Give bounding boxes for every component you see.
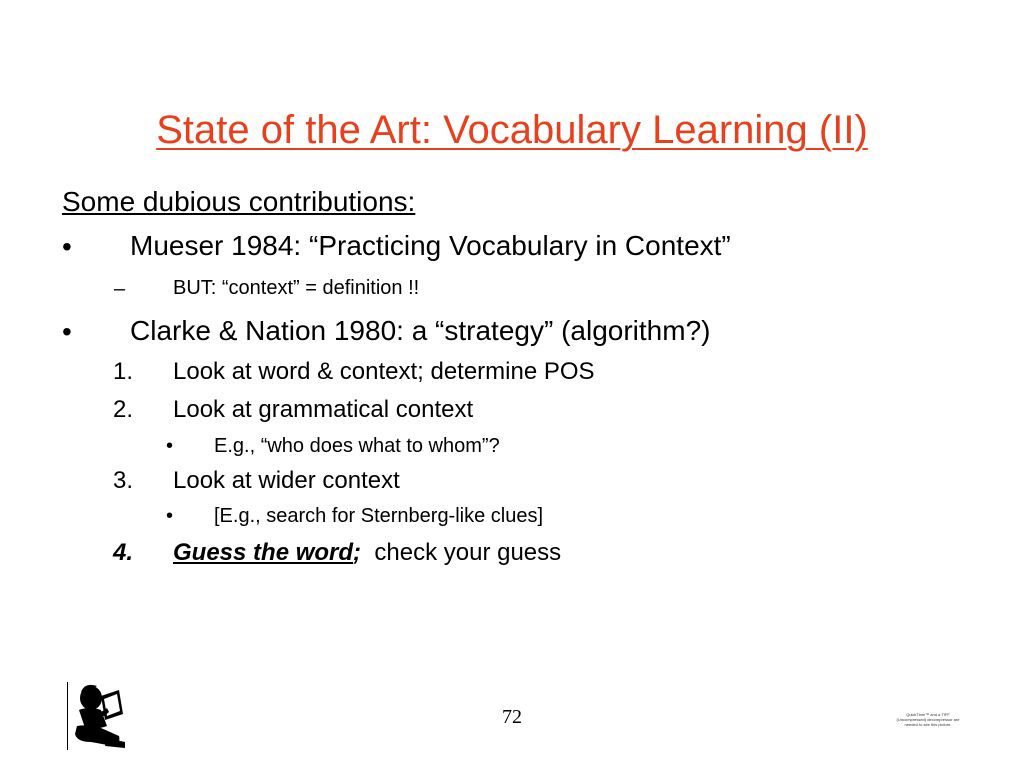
- step-number: 3.: [113, 467, 134, 494]
- slide-title: State of the Art: Vocabulary Learning (II): [156, 108, 868, 152]
- reading-child-logo-icon: [67, 680, 139, 752]
- intro-heading: Some dubious contributions:: [62, 186, 416, 217]
- step-number: 1.: [113, 358, 134, 385]
- sub-step-text: E.g., “who does what to whom”?: [214, 435, 500, 457]
- bullet-marker: •: [62, 316, 72, 347]
- bullet-text-clarke-nation: Clarke & Nation 1980: a “strategy” (algorithm?): [130, 315, 711, 346]
- step-semicolon: ;: [353, 539, 362, 566]
- step-text: Look at wider context: [173, 467, 400, 494]
- sub-step-marker: •: [166, 435, 174, 457]
- step-rest-text: check your guess: [374, 539, 562, 566]
- step-text-guess: [173, 539, 561, 567]
- step-text: Look at word & context; determine POS: [173, 358, 595, 385]
- sub-step-marker: •: [166, 505, 174, 527]
- step-text: Look at grammatical context: [173, 396, 474, 423]
- sub-bullet-text-but: BUT: “context” = definition !!: [173, 277, 420, 299]
- sub-bullet-marker: –: [114, 278, 126, 300]
- page-number: 72: [502, 706, 522, 728]
- emphasis-guess-the-word: Guess the word: [173, 539, 354, 566]
- sub-step-text: [E.g., search for Sternberg-like clues]: [214, 505, 544, 527]
- bullet-text-mueser: Mueser 1984: “Practicing Vocabulary in Context”: [130, 230, 731, 261]
- step-number: 4.: [113, 539, 134, 566]
- bullet-marker: •: [62, 231, 72, 262]
- quicktime-placeholder-note: QuickTime™ and a TIFF (Uncompressed) decompressor are needed to see this picture.: [896, 712, 960, 727]
- step-number: 2.: [113, 396, 134, 423]
